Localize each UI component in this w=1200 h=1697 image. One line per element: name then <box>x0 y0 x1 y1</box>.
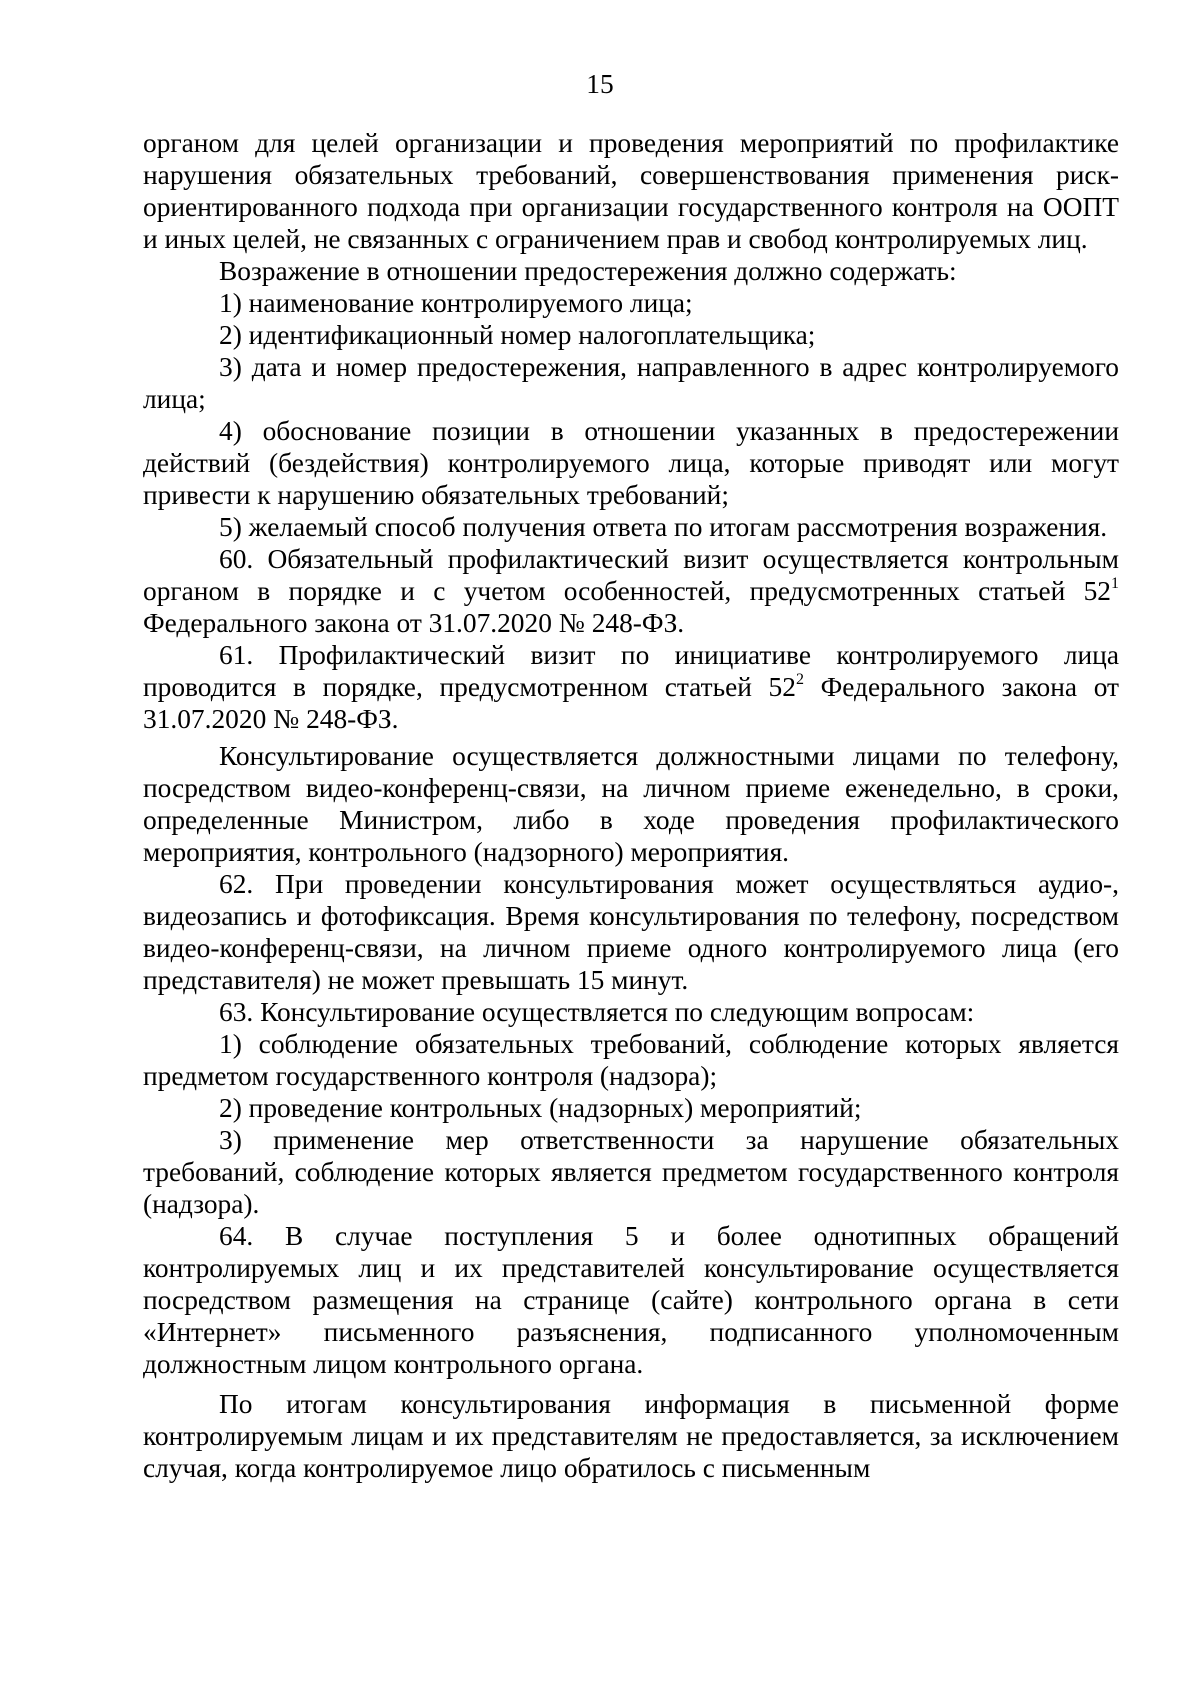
paragraph-61-text-end: Федерального закона от 31.07.2020 № 248-ФЗ. <box>143 672 1119 734</box>
paragraph-64: 64. В случае поступления 5 и более однотипных обращений контролируемых лиц и их представителей консультирование осуществляется посредством размещения на странице (сайте) контрольного органа в сети «Интернет» письменного разъяснения, подписанного уполномоченным должностным лицом контрольного органа. <box>143 1221 1119 1379</box>
page-number: 15 <box>586 69 614 99</box>
list-item-5: 5) желаемый способ получения ответа по итогам рассмотрения возражения. <box>219 512 1108 542</box>
document-body <box>143 127 1119 1484</box>
paragraph-60-text: 60. Обязательный профилактический визит осуществляется контрольным органом в порядке и с учетом особенностей, предусмотренных статьей 52 <box>143 544 1119 606</box>
paragraph-61-superscript: 2 <box>795 670 804 688</box>
paragraph-written-form: По итогам консультирования информация в письменной форме контролируемым лицам и их представителям не предоставляется, за исключением случая, когда контролируемое лицо обратилось с письменным <box>143 1389 1119 1483</box>
list-item-2: 2) идентификационный номер налогоплательщика; <box>219 320 816 350</box>
list-item-4: 4) обоснование позиции в отношении указанных в предостережении действий (бездействия) контролируемого лица, которые приводят или могут привести к нарушению обязательных требований; <box>143 416 1119 510</box>
list-item-1: 1) наименование контролируемого лица; <box>219 288 693 318</box>
paragraph-61 <box>143 639 1119 735</box>
consulting-item-2: 2) проведение контрольных (надзорных) мероприятий; <box>219 1093 862 1123</box>
paragraph-60 <box>143 543 1119 639</box>
consulting-item-1: 1) соблюдение обязательных требований, соблюдение которых является предметом государственного контроля (надзора); <box>143 1029 1119 1091</box>
paragraph-continuation: органом для целей организации и проведения мероприятий по профилактике нарушения обязательных требований, совершенствования применения риск-ориентированного подхода при организации государственного контроля на ООПТ и иных целей, не связанных с ограничением прав и свобод контролируемых лиц. <box>143 128 1119 254</box>
paragraph-63: 63. Консультирование осуществляется по следующим вопросам: <box>219 997 975 1027</box>
paragraph-60-text-end: Федерального закона от 31.07.2020 № 248-ФЗ. <box>143 608 685 638</box>
consulting-item-3: 3) применение мер ответственности за нарушение обязательных требований, соблюдение которых является предметом государственного контроля (надзора). <box>143 1125 1119 1219</box>
list-item-3: 3) дата и номер предостережения, направленного в адрес контролируемого лица; <box>143 352 1119 414</box>
paragraph-61-text: 61. Профилактический визит по инициативе контролируемого лица проводится в порядке, предусмотренном статьей 52 <box>143 640 1119 702</box>
paragraph-60-superscript: 1 <box>1111 574 1119 592</box>
paragraph-consulting: Консультирование осуществляется должностными лицами по телефону, посредством видео-конференц-связи, на личном приеме еженедельно, в сроки, определенные Министром, либо в ходе проведения профилактического мероприятия, контрольного (надзорного) мероприятия. <box>143 741 1119 867</box>
paragraph-objection-contents: Возражение в отношении предостережения должно содержать: <box>219 256 957 286</box>
paragraph-62: 62. При проведении консультирования может осуществляться аудио-, видеозапись и фотофиксация. Время консультирования по телефону, посредством видео-конференц-связи, на личном приеме одного контролируемого лица (его представителя) не может превышать 15 минут. <box>143 869 1119 995</box>
